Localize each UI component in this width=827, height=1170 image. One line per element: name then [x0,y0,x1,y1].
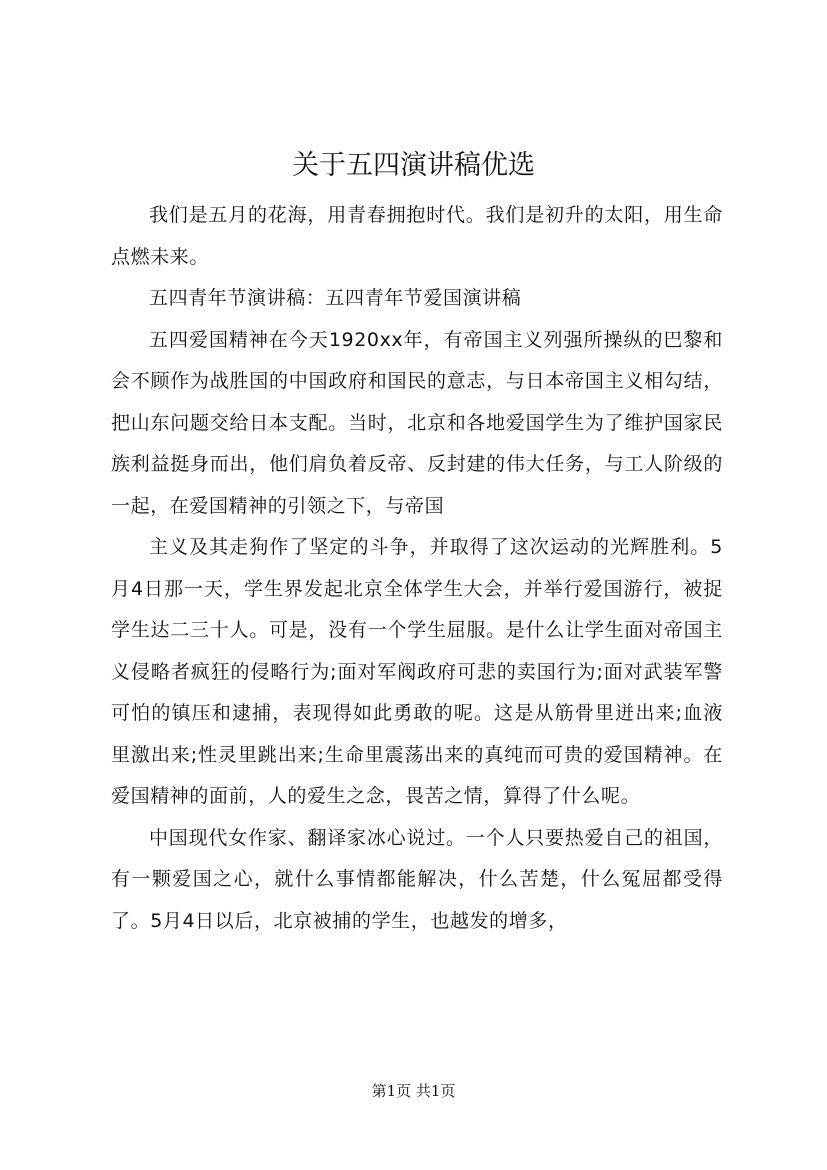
paragraph-3: 五四爱国精神在今天1920xx年，有帝国主义列强所操纵的巴黎和会不顾作为战胜国的中国政府和国民的意志，与日本帝国主义相勾结，把山东问题交给日本支配。当时，北京和各地爱国学生为了维护国家民族利益挺身而出，他们肩负着反帝、反封建的伟大任务，与工人阶级的一起，在爱国精神的引领之下，与帝国 [111,328,723,517]
document-body [111,195,723,942]
paragraph-1: 我们是五月的花海，用青春拥抱时代。我们是初升的太阳，用生命点燃未来。 [111,204,723,268]
page-number-label: 第1页 共1页 [371,1082,456,1100]
paragraph-4: 主义及其走狗作了坚定的斗争，并取得了这次运动的光辉胜利。5月4日那一天，学生界发起北京全体学生大会，并举行爱国游行，被捉学生达二三十人。可是，没有一个学生屈服。是什么让学生面对帝国主义侵略者疯狂的侵略行为;面对军阀政府可悲的卖国行为;面对武装军警可怕的镇压和逮捕，表现得如此勇敢的呢。这是从筋骨里迸出来;血液里激出来;性灵里跳出来;生命里震荡出来的真纯而可贵的爱国精神。在爱国精神的面前，人的爱生之念，畏苦之情，算得了什么呢。 [111,536,723,807]
paragraph-5: 中国现代女作家、翻译家冰心说过。一个人只要热爱自己的祖国，有一颗爱国之心，就什么事情都能解决，什么苦楚，什么冤屈都受得了。5月4日以后，北京被捕的学生，也越发的增多， [111,826,723,932]
document-title: 关于五四演讲稿优选 [292,150,535,181]
paragraph-2: 五四青年节演讲稿：五四青年节爱国演讲稿 [149,287,522,309]
page-footer [0,1080,827,1102]
